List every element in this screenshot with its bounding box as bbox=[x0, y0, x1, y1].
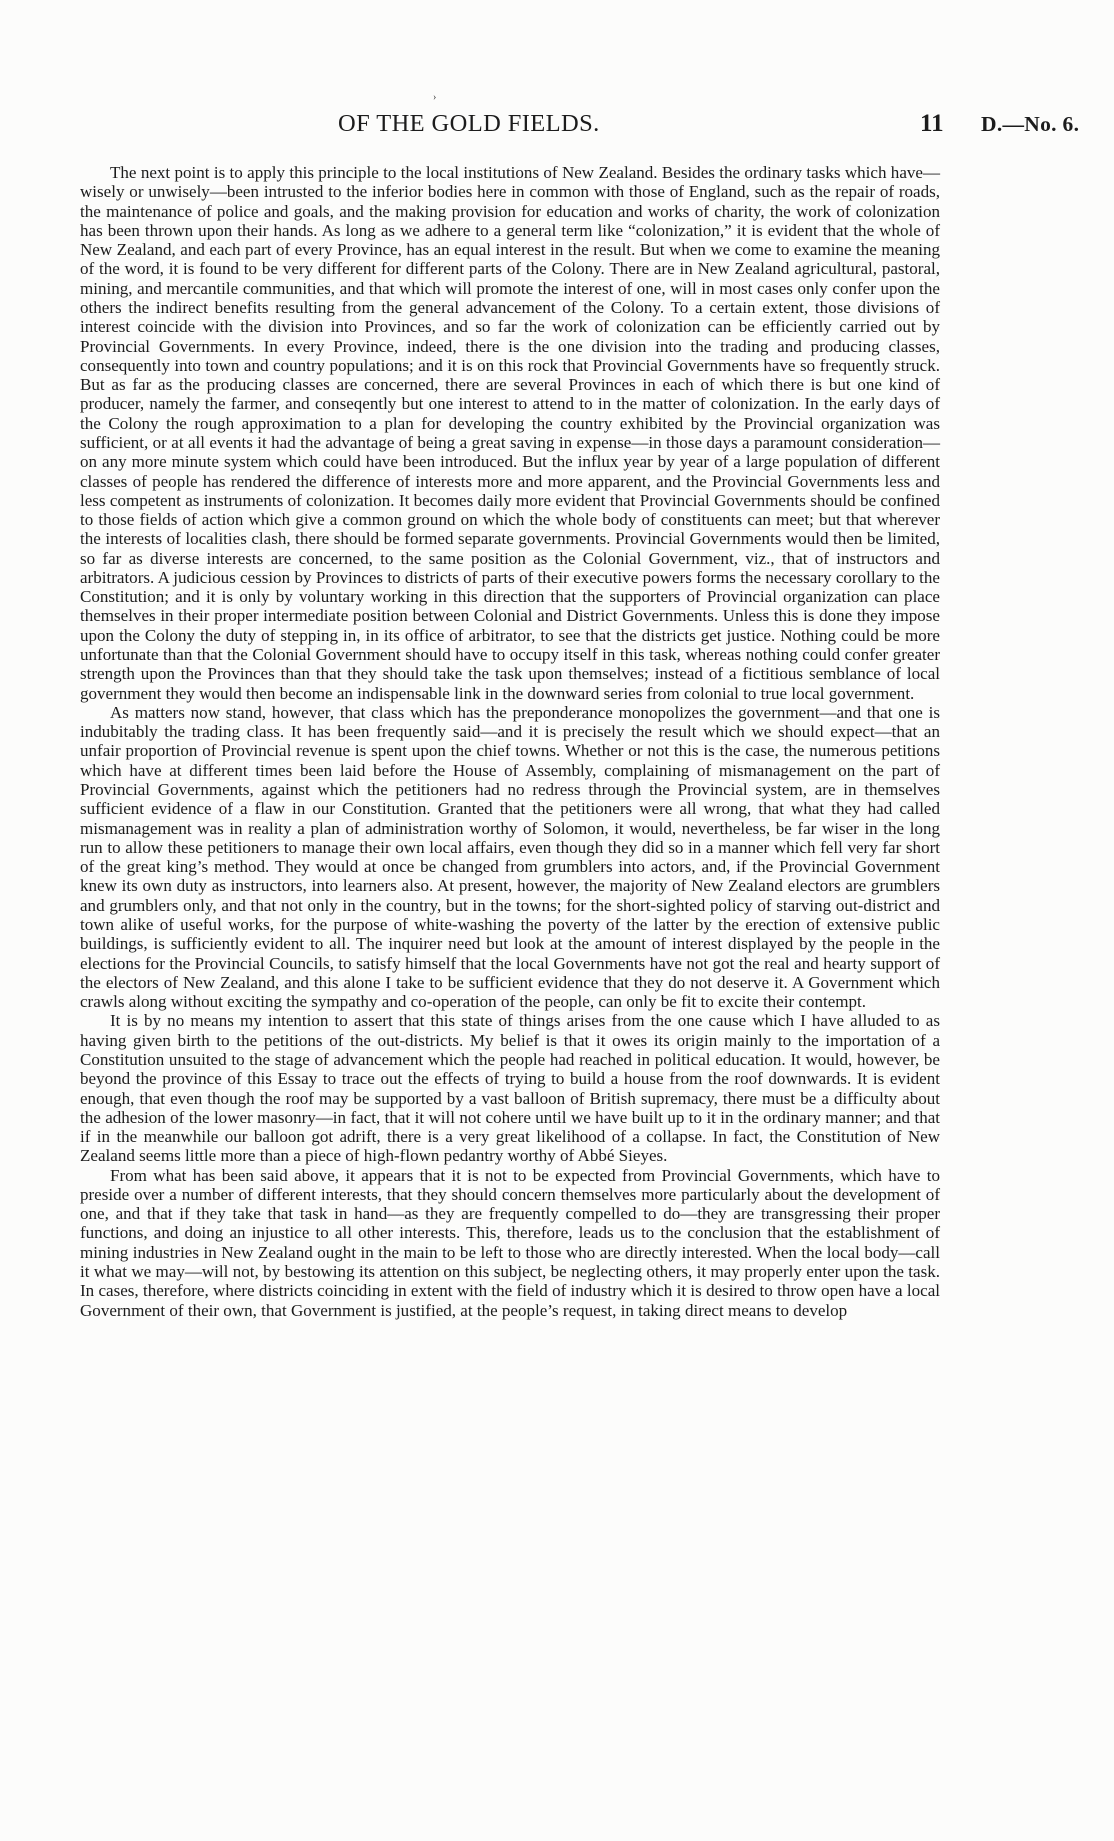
paragraph: The next point is to apply this principle to the local institutions of New Zealand. Besides the ordinary tasks which have—wisely or unwisely—been intrusted to the inferior bodies here in common with those of England, such as the repair of roads, the maintenance of police and goals, and the making provision for education and works of charity, the work of colonization has been thrown upon their hands. As long as we adhere to a general term like “colonization,” it is evident that the whole of New Zealand, and each part of every Province, has an equal interest in the result. But when we come to examine the meaning of the word, it is found to be very different for different parts of the Colony. There are in New Zealand agricultural, pastoral, mining, and mercantile communities, and that which will promote the interest of one, will in most cases only confer upon the others the indirect benefits resulting from the general advancement of the Colony. To a certain extent, those divisions of interest coincide with the division into Provinces, and so far the work of colonization can be efficiently carried out by Provincial Governments. In every Province, indeed, there is the one division into the trading and producing classes, consequently into town and country populations; and it is on this rock that Provincial Governments have so frequently struck. But as far as the producing classes are concerned, there are several Provinces in each of which there is but one kind of producer, namely the farmer, and conseqently but one interest to attend to in the matter of colonization. In the early days of the Colony the rough approximation to a plan for developing the country exhibited by the Provincial organization was sufficient, or at all events it had the advantage of being a great saving in expense—in those days a paramount consideration—on any more minute system which could have been introduced. But the influx year by year of a large population of different classes of people has rendered the difference of interests more and more apparent, and the Provincial Governments less and less competent as instruments of colonization. It becomes daily more evident that Provincial Governments should be confined to those fields of action which give a common ground on which the whole body of constituents can meet; but that wherever the interests of localities clash, there should be formed separate governments. Provincial Governments would then be limited, so far as diverse interests are concerned, to the same position as the Colonial Government, viz., that of instructors and arbitrators. A judicious cession by Provinces to districts of parts of their executive powers forms the necessary corollary to the Constitution; and it is only by voluntary working in this direction that the supporters of Provincial organization can place themselves in their proper intermediate position between Colonial and District Governments. Unless this is done they impose upon the Colony the duty of stepping in, in its office of arbitrator, to see that the districts get justice. Nothing could be more unfortunate than that the Colonial Government should have to occupy itself in this task, whereas nothing could confer greater strength upon the Provinces than that they should take the task upon themselves; instead of a fictitious semblance of local government they would then become an indispensable link in the downward series from colonial to true local government. bbox=[80, 163, 940, 703]
running-title: OF THE GOLD FIELDS. bbox=[338, 110, 600, 137]
paragraph: It is by no means my intention to assert that this state of things arises from the one cause which I have alluded to as having given birth to the petitions of the out-districts. My belief is that it owes its origin mainly to the importation of a Constitution unsuited to the stage of advancement which the people had reached in political education. It would, however, be beyond the province of this Essay to trace out the effects of trying to build a house from the roof downwards. It is evident enough, that even though the roof may be supported by a vast balloon of British supremacy, there must be a difficulty about the adhesion of the lower masonry—in fact, that it will not cohere until we have built up to it in the ordinary manner; and that if in the meanwhile our balloon got adrift, there is a very great likelihood of a collapse. In fact, the Constitution of New Zealand seems little more than a piece of high-flown pedantry worthy of Abbé Sieyes. bbox=[80, 1011, 940, 1166]
print-mark: › bbox=[433, 92, 437, 103]
page-number: 11 bbox=[920, 110, 944, 137]
body-text bbox=[80, 163, 940, 1320]
paragraph: From what has been said above, it appears that it is not to be expected from Provincial Governments, which have to preside over a number of different interests, that they should concern themselves more particularly about the development of one, and that if they take that task in hand—as they are frequently compelled to do—they are transgressing their proper functions, and doing an injustice to all other interests. This, therefore, leads us to the conclusion that the establishment of mining industries in New Zealand ought in the main to be left to those who are directly interested. When the local body—call it what we may—will not, by bestowing its attention on this subject, be neglecting others, it may properly enter upon the task. In cases, therefore, where districts coinciding in extent with the field of industry which it is desired to throw open have a local Government of their own, that Government is justified, at the people’s request, in taking direct means to develop bbox=[80, 1165, 940, 1320]
page-header bbox=[0, 110, 1114, 150]
paragraph: As matters now stand, however, that class which has the preponderance monopolizes the government—and that one is indubitably the trading class. It has been frequently said—and it is precisely the result which we should expect—that an unfair proportion of Provincial revenue is spent upon the chief towns. Whether or not this is the case, the numerous petitions which have at different times been laid before the House of Assembly, complaining of mismanagement on the part of Provincial Governments, against which the petitioners had no redress through the Provincial system, are in themselves sufficient evidence of a flaw in our Constitution. Granted that the petitioners were all wrong, that what they had called mismanagement was in reality a plan of administration worthy of Solomon, it would, nevertheless, be far wiser in the long run to allow these petitioners to manage their own local affairs, even though they did so in a manner which fell very far short of the great king’s method. They would at once be changed from grumblers into actors, and, if the Provincial Government knew its own duty as instructors, into learners also. At present, however, the majority of New Zealand electors are grumblers and grumblers only, and that not only in the country, but in the towns; for the short-sighted policy of starving out-district and town alike of useful works, for the purpose of white-washing the poverty of the latter by the erection of extensive public buildings, is sufficiently evident to all. The inquirer need but look at the amount of interest displayed by the people in the elections for the Provincial Councils, to satisfy himself that the local Governments have not got the real and hearty support of the electors of New Zealand, and this alone I take to be sufficient evidence that they do not deserve it. A Government which crawls along without exciting the sympathy and co-operation of the people, can only be fit to excite their contempt. bbox=[80, 702, 940, 1012]
document-reference: D.—No. 6. bbox=[981, 112, 1080, 136]
